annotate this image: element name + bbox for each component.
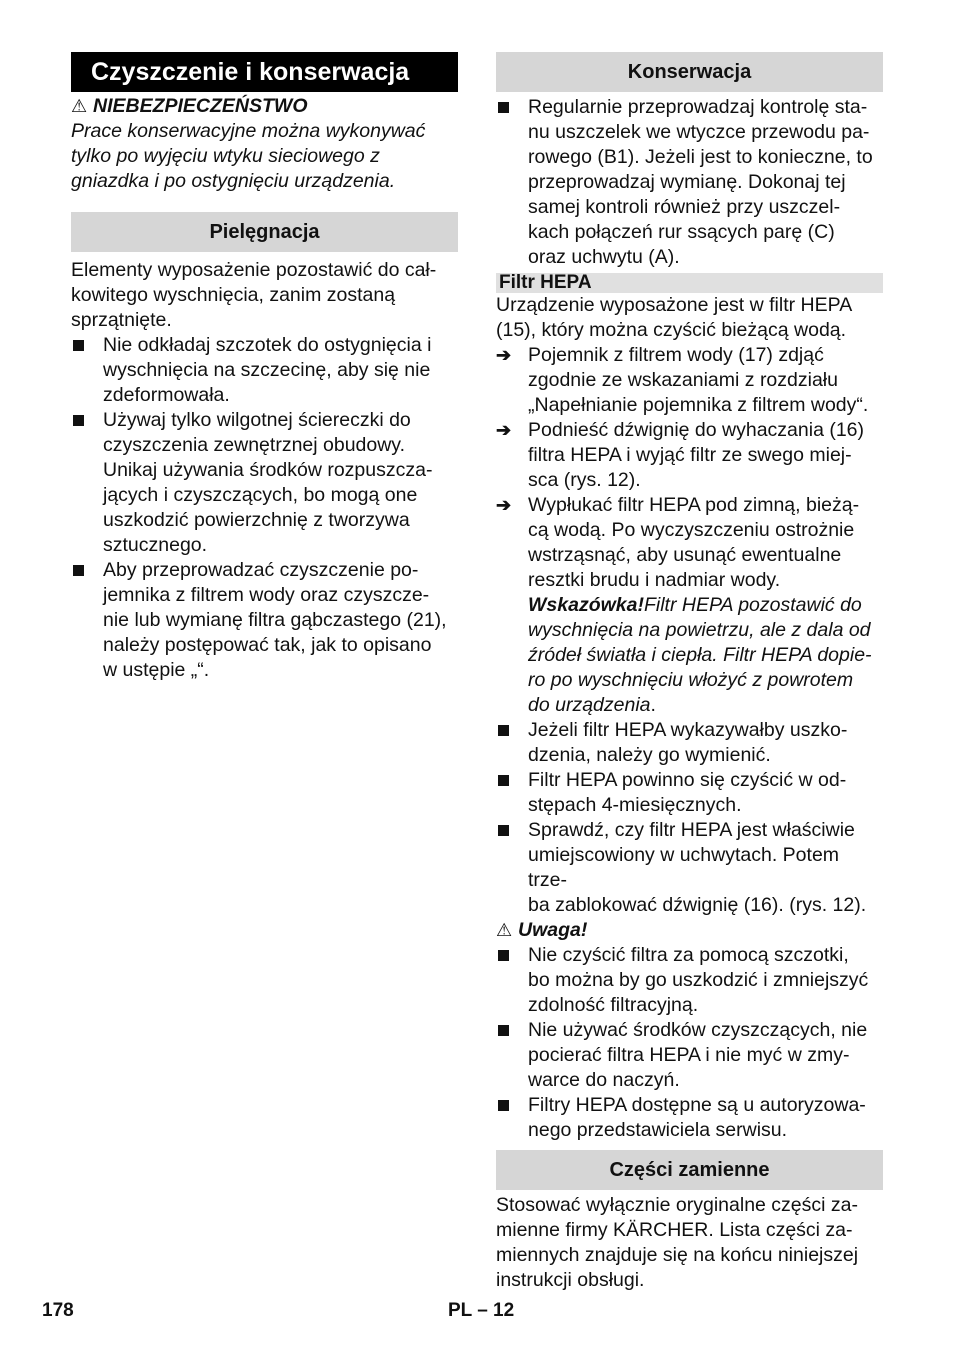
square-bullet-icon xyxy=(498,775,509,786)
list-item-line: stępach 4-miesięcznych. xyxy=(528,794,742,816)
square-bullet-icon xyxy=(73,565,84,576)
left-column xyxy=(71,52,458,683)
hepa-list xyxy=(496,718,883,918)
care-list xyxy=(71,333,458,683)
caution-list xyxy=(496,943,883,1143)
hint-line: ro po wyschnięciu włożyć z powrotem xyxy=(528,669,854,691)
list-item xyxy=(496,718,883,768)
list-item-line: dzenia, należy go wymienić. xyxy=(528,744,771,766)
step-line: zgodnie ze wskazaniami z rozdziału xyxy=(528,369,838,391)
list-item-line: Aby przeprowadzać czyszczenie po- xyxy=(103,559,419,581)
caution-notice xyxy=(496,918,883,943)
step-line: Wypłukać filtr HEPA pod zimną, bieżą- xyxy=(528,494,860,516)
list-item-line: bo można by go uszkodzić i zmniejszyć xyxy=(528,969,869,991)
list-item xyxy=(71,333,458,408)
parts-line: miennych znajduje się na końcu niniejszej xyxy=(496,1244,859,1266)
list-item-line: zdeformowała. xyxy=(103,384,230,406)
list-item xyxy=(71,408,458,558)
care-intro xyxy=(71,258,458,333)
list-item-line: jemnika z filtrem wody oraz czyszcze- xyxy=(103,584,430,606)
hint-note xyxy=(528,593,883,718)
list-item-line: rowego (B1). Jeżeli jest to konieczne, to xyxy=(528,146,873,168)
list-item-line: Filtr HEPA powinno się czyścić w od- xyxy=(528,769,847,791)
step-line: cą wodą. Po wyczyszczeniu ostrożnie xyxy=(528,519,855,541)
square-bullet-icon xyxy=(498,102,509,113)
list-item-line: Używaj tylko wilgotnej ściereczki do xyxy=(103,409,411,431)
list-item-line: Nie czyścić filtra za pomocą szczotki, xyxy=(528,944,849,966)
step-item xyxy=(496,493,883,718)
care-intro-line: kowitego wyschnięcia, zanim zostaną xyxy=(71,284,396,306)
list-item-line: czyszczenia zewnętrznej obudowy. xyxy=(103,434,406,456)
hint-label: Wskazówka! xyxy=(528,594,644,616)
list-item xyxy=(496,768,883,818)
square-bullet-icon xyxy=(498,1025,509,1036)
list-item-line: samej kontroli również przy uszczel- xyxy=(528,196,841,218)
hepa-intro xyxy=(496,293,883,343)
parts-text xyxy=(496,1193,883,1293)
step-line: filtra HEPA i wyjąć filtr ze swego miej- xyxy=(528,444,852,466)
list-item-line: uszkodzić powierzchnię z tworzywa xyxy=(103,509,410,531)
list-item-line: wyschnięcia na szczecinę, aby się nie xyxy=(103,359,431,381)
list-item-line: Nie odkładaj szczotek do ostygnięcia i xyxy=(103,334,432,356)
care-heading: Pielęgnacja xyxy=(71,212,458,252)
square-bullet-icon xyxy=(73,340,84,351)
list-item-line: nie lub wymianę filtra gąbczastego (21), xyxy=(103,609,447,631)
page-label: PL – 12 xyxy=(448,1300,515,1321)
square-bullet-icon xyxy=(73,415,84,426)
hint-first-line xyxy=(528,593,883,618)
hint-text: Filtr HEPA pozostawić do xyxy=(643,594,862,616)
square-bullet-icon xyxy=(498,950,509,961)
arrow-right-icon: ➔ xyxy=(496,345,512,365)
hint-last-line xyxy=(528,693,883,718)
step-line: „Napełnianie pojemnika z filtrem wody“. xyxy=(528,394,869,416)
list-item-line: sztucznego. xyxy=(103,534,208,556)
list-item xyxy=(496,1093,883,1143)
list-item-line: pocierać filtra HEPA i nie myć w zmy- xyxy=(528,1044,850,1066)
hepa-steps xyxy=(496,343,883,718)
step-line: wstrząsnąć, aby usunąć ewentualne xyxy=(528,544,842,566)
list-item xyxy=(496,95,883,270)
list-item-line: przeprowadzaj wymianę. Dokonaj tej xyxy=(528,171,846,193)
danger-line: Prace konserwacyjne można wykonywać xyxy=(71,120,426,142)
list-item-line: ba zablokować dźwignię (16). (rys. 12). xyxy=(528,894,867,916)
step-line: sca (rys. 12). xyxy=(528,469,641,491)
list-item-line: nego przedstawiciela serwisu. xyxy=(528,1119,788,1141)
list-item-line: warce do naczyń. xyxy=(528,1069,680,1091)
square-bullet-icon xyxy=(498,1100,509,1111)
right-column xyxy=(496,52,883,1293)
list-item-line: kach połączeń rur ssących parę (C) xyxy=(528,221,835,243)
danger-notice xyxy=(71,94,458,194)
hint-line: do urządzenia xyxy=(528,694,651,716)
caution-heading: Uwaga! xyxy=(518,919,588,941)
warning-triangle-icon: ⚠ xyxy=(71,96,88,116)
list-item xyxy=(496,818,883,918)
list-item-line: w ustępie „“. xyxy=(103,659,210,681)
step-line: resztki brudu i nadmiar wody. xyxy=(528,569,781,591)
step-line: Pojemnik z filtrem wody (17) zdjąć xyxy=(528,344,824,366)
page-title: Czyszczenie i konserwacja xyxy=(71,52,458,92)
list-item-line: Unikaj używania środków rozpuszcza- xyxy=(103,459,433,481)
hepa-intro-line: (15), który można czyścić bieżącą wodą. xyxy=(496,319,847,341)
care-intro-line: sprzątnięte. xyxy=(71,309,172,331)
danger-line: tylko po wyjęciu wtyku sieciowego z xyxy=(71,145,380,167)
maintenance-list xyxy=(496,95,883,270)
list-item-line: oraz uchwytu (A). xyxy=(528,246,680,268)
list-item-line: Jeżeli filtr HEPA wykazywałby uszko- xyxy=(528,719,848,741)
square-bullet-icon xyxy=(498,825,509,836)
hint-line: źródeł światła i ciepła. Filtr HEPA dopie- xyxy=(528,644,872,666)
list-item-line: nu uszczelek we wtyczce przewodu pa- xyxy=(528,121,870,143)
list-item-line: umiejscowiony w uchwytach. Potem trze- xyxy=(528,844,840,891)
list-item-line: jących i czyszczących, bo mogą one xyxy=(103,484,418,506)
list-item xyxy=(496,1018,883,1093)
care-intro-line: Elementy wyposażenie pozostawić do cał- xyxy=(71,259,437,281)
square-bullet-icon xyxy=(498,725,509,736)
hint-period: . xyxy=(650,694,656,716)
hepa-heading: Filtr HEPA xyxy=(496,273,883,293)
maintenance-heading: Konserwacja xyxy=(496,52,883,92)
arrow-right-icon: ➔ xyxy=(496,420,512,440)
parts-heading: Części zamienne xyxy=(496,1150,883,1190)
step-item xyxy=(496,418,883,493)
arrow-right-icon: ➔ xyxy=(496,495,512,515)
parts-line: instrukcji obsługi. xyxy=(496,1269,645,1291)
list-item-line: Regularnie przeprowadzaj kontrolę sta- xyxy=(528,96,868,118)
list-item xyxy=(71,558,458,683)
step-line: Podnieść dźwignię do wyhaczania (16) xyxy=(528,419,865,441)
danger-line: gniazdka i po ostygnięciu urządzenia. xyxy=(71,170,396,192)
list-item-line: należy postępować tak, jak to opisano xyxy=(103,634,432,656)
list-item-line: Sprawdź, czy filtr HEPA jest właściwie xyxy=(528,819,855,841)
list-item xyxy=(496,943,883,1018)
step-item xyxy=(496,343,883,418)
hepa-intro-line: Urządzenie wyposażone jest w filtr HEPA xyxy=(496,294,853,316)
list-item-line: Nie używać środków czyszczących, nie xyxy=(528,1019,868,1041)
list-item-line: Filtry HEPA dostępne są u autoryzowa- xyxy=(528,1094,866,1116)
parts-line: mienne firmy KÄRCHER. Lista części za- xyxy=(496,1219,853,1241)
page-number: 178 xyxy=(42,1300,74,1321)
danger-heading: NIEBEZPIECZEŃSTWO xyxy=(93,95,308,117)
list-item-line: zdolność filtracyjną. xyxy=(528,994,699,1016)
hint-line: wyschnięcia na powietrzu, ale z dala od xyxy=(528,619,871,641)
parts-line: Stosować wyłącznie oryginalne części za- xyxy=(496,1194,858,1216)
warning-triangle-icon: ⚠ xyxy=(496,920,513,940)
